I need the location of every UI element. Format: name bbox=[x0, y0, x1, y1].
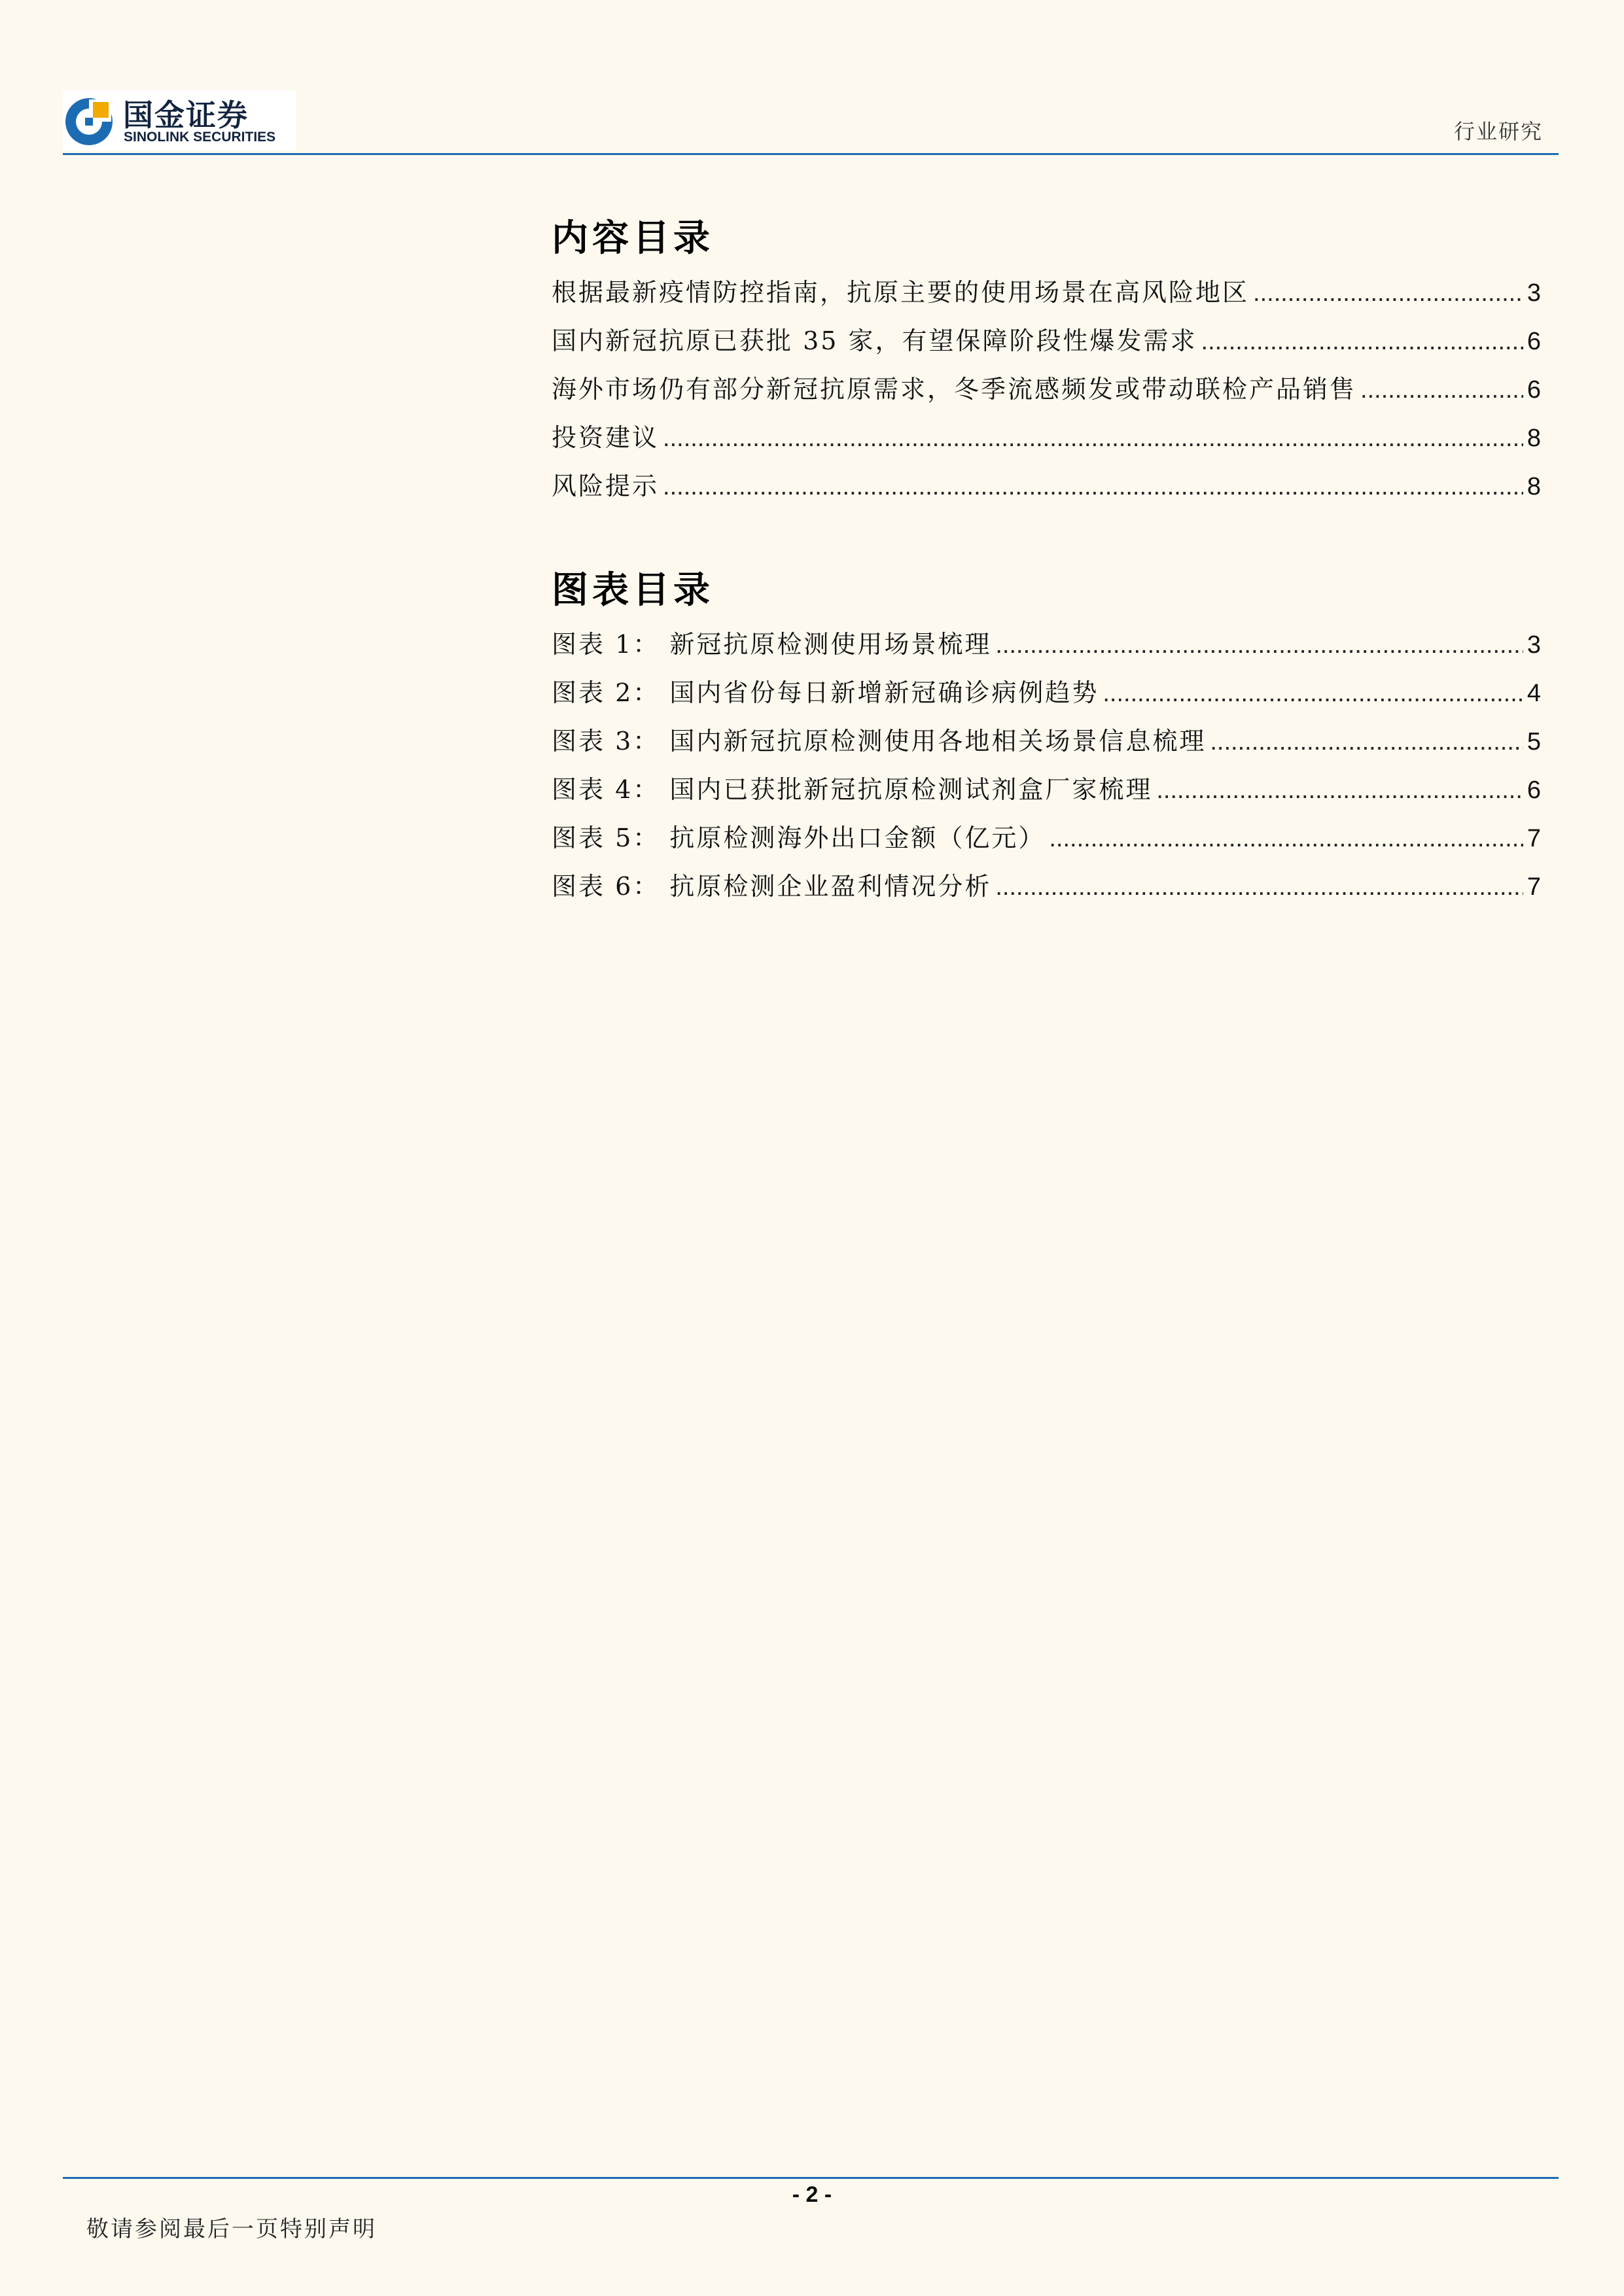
toc-entry-title[interactable]: 国内新冠抗原已获批 35 家，有望保障阶段性爆发需求 bbox=[552, 326, 1197, 355]
header-divider bbox=[63, 153, 1559, 155]
dot-leader bbox=[1210, 728, 1523, 756]
toc-entry-page[interactable]: 8 bbox=[1527, 425, 1541, 452]
dot-leader bbox=[995, 873, 1523, 901]
figure-entry-page[interactable]: 5 bbox=[1527, 728, 1541, 756]
report-category: 行业研究 bbox=[1453, 119, 1543, 144]
figure-entry[interactable] bbox=[552, 866, 1541, 914]
dot-leader bbox=[1201, 328, 1523, 356]
figure-entry[interactable] bbox=[552, 721, 1541, 769]
toc-entry-page[interactable]: 8 bbox=[1527, 473, 1541, 500]
figure-entry-title[interactable]: 图表 5： 抗原检测海外出口金额（亿元） bbox=[552, 824, 1046, 852]
figure-entry-page[interactable]: 3 bbox=[1527, 631, 1541, 659]
page-number: - 2 - bbox=[792, 2182, 832, 2207]
figure-entry-page[interactable]: 7 bbox=[1527, 825, 1541, 852]
toc-entry-title[interactable]: 风险提示 bbox=[552, 472, 660, 500]
dot-leader bbox=[663, 473, 1523, 501]
logo-english-name: SINOLINK SECURITIES bbox=[124, 130, 276, 145]
toc-entry-page[interactable]: 6 bbox=[1527, 328, 1541, 355]
toc-entry-title[interactable]: 投资建议 bbox=[552, 423, 660, 452]
company-logo bbox=[63, 90, 296, 150]
disclaimer-note: 敬请参阅最后一页特别声明 bbox=[86, 2216, 377, 2242]
figure-entry-page[interactable]: 7 bbox=[1527, 873, 1541, 901]
contents-list bbox=[552, 272, 1541, 514]
sinolink-logo-icon bbox=[63, 94, 115, 147]
toc-entry[interactable] bbox=[552, 369, 1541, 417]
figure-entry-title[interactable]: 图表 2： 国内省份每日新增新冠确诊病例趋势 bbox=[552, 678, 1099, 707]
figures-heading: 图表目录 bbox=[552, 569, 714, 612]
footer-divider bbox=[63, 2177, 1559, 2179]
contents-heading: 内容目录 bbox=[552, 217, 714, 260]
dot-leader bbox=[1253, 279, 1523, 307]
dot-leader bbox=[1156, 776, 1523, 805]
logo-chinese-name: 国金证券 bbox=[123, 97, 249, 133]
figure-entry[interactable] bbox=[552, 769, 1541, 818]
toc-entry[interactable] bbox=[552, 321, 1541, 369]
figure-entry-title[interactable]: 图表 3： 国内新冠抗原检测使用各地相关场景信息梳理 bbox=[552, 727, 1207, 756]
figure-entry[interactable] bbox=[552, 818, 1541, 866]
figures-list bbox=[552, 624, 1541, 914]
toc-entry[interactable] bbox=[552, 417, 1541, 466]
dot-leader bbox=[663, 425, 1523, 453]
figure-entry-page[interactable]: 4 bbox=[1527, 680, 1541, 707]
toc-entry[interactable] bbox=[552, 272, 1541, 321]
toc-entry[interactable] bbox=[552, 466, 1541, 514]
figure-entry[interactable] bbox=[552, 624, 1541, 672]
dot-leader bbox=[995, 631, 1523, 659]
figure-entry-title[interactable]: 图表 6： 抗原检测企业盈利情况分析 bbox=[552, 872, 992, 901]
toc-entry-title[interactable]: 根据最新疫情防控指南，抗原主要的使用场景在高风险地区 bbox=[552, 278, 1250, 307]
dot-leader bbox=[1049, 825, 1523, 853]
figure-entry-page[interactable]: 6 bbox=[1527, 776, 1541, 804]
figure-entry-title[interactable]: 图表 1： 新冠抗原检测使用场景梳理 bbox=[552, 630, 992, 659]
toc-entry-page[interactable]: 6 bbox=[1527, 376, 1541, 404]
dot-leader bbox=[1103, 680, 1523, 708]
toc-entry-title[interactable]: 海外市场仍有部分新冠抗原需求，冬季流感频发或带动联检产品销售 bbox=[552, 375, 1357, 404]
figure-entry[interactable] bbox=[552, 672, 1541, 721]
dot-leader bbox=[1360, 376, 1523, 404]
toc-entry-page[interactable]: 3 bbox=[1527, 279, 1541, 307]
figure-entry-title[interactable]: 图表 4： 国内已获批新冠抗原检测试剂盒厂家梳理 bbox=[552, 775, 1153, 804]
